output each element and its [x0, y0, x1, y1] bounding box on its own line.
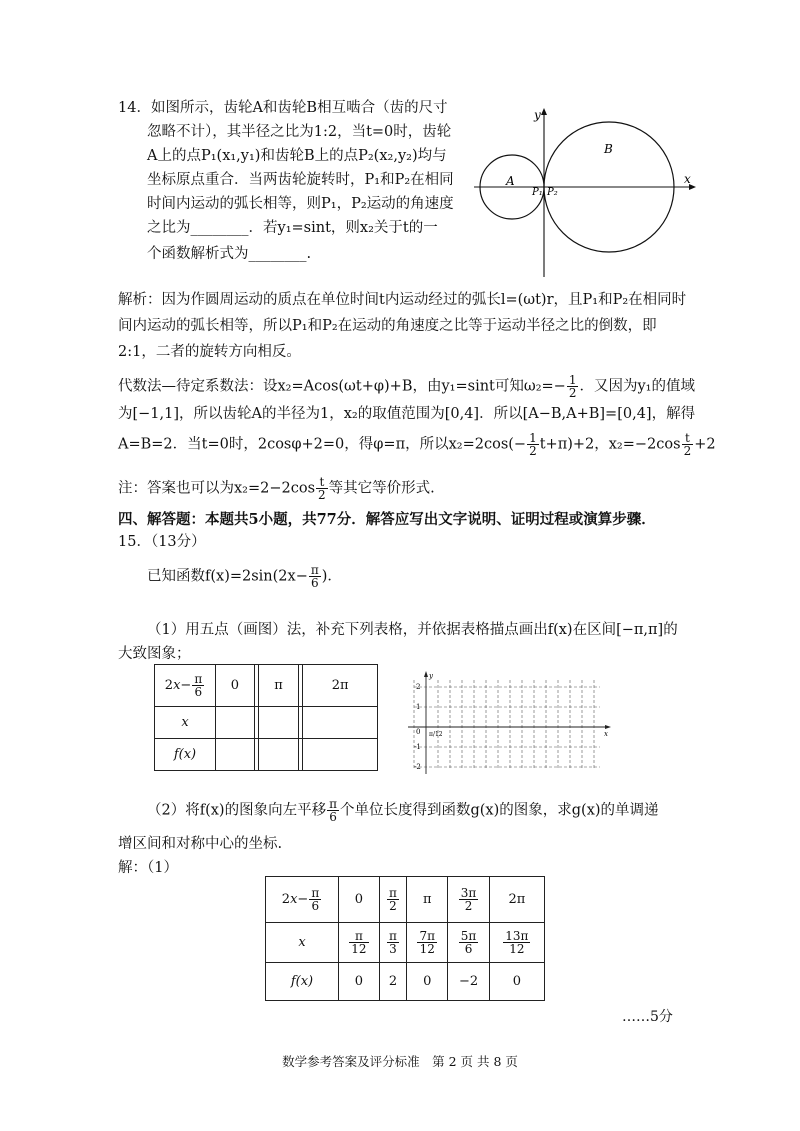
- method-line-1: [118, 374, 695, 399]
- method3-a: A=B=2．当t=0时，2cosφ+2=0，得φ=π，所以x₂=2cos(−: [118, 436, 527, 453]
- graph-tick-pi12: π/12: [429, 731, 443, 738]
- part2-line-2: 增区间和对称中心的坐标.: [118, 836, 283, 852]
- note-a: 注：答案也可以为x₂=2−2cos: [118, 480, 316, 497]
- answer-header-x: x: [266, 923, 339, 963]
- answer-cell: $\frac{3\pi}{2}$: [448, 877, 489, 923]
- graph-x-label: x: [604, 730, 608, 738]
- answer-cell: 0: [339, 877, 380, 923]
- analysis-line-3: 2:1，二者的旋转方向相反。: [118, 344, 301, 360]
- blank-cell: 0: [216, 665, 255, 707]
- answer-cell: 2: [379, 963, 406, 1001]
- blank-cell: π: [259, 665, 299, 707]
- answer-cell: −2: [448, 963, 489, 1001]
- page-footer: 数学参考答案及评分标准 第 2 页 共 8 页: [282, 1054, 518, 1069]
- method3-b: t+π)+2，x₂=−2cos: [539, 436, 681, 453]
- fraction-half-a: $\frac{1}{2}$: [529, 431, 537, 458]
- graph-tick-neg2: -2: [414, 763, 421, 771]
- note-b: 等其它等价形式.: [328, 480, 435, 497]
- blank-header-2x: 2x− $\frac{\pi}{6}$: [155, 665, 216, 707]
- method1-tail: ．又因为y₁的值域: [579, 378, 695, 395]
- fig-x-label: x: [684, 172, 691, 186]
- part2-a: （2）将f(x)的图象向左平移: [147, 802, 327, 819]
- answer-cell: $\frac{\pi}{3}$: [379, 923, 406, 963]
- graph-grid-lines: [414, 680, 600, 770]
- method1-text: 代数法—待定系数法：设x₂=Acos(ωt+φ)+B，由y₁=sint可知ω₂=−: [118, 378, 566, 395]
- q14-line-2: 忽略不计），其半径之比为1:2，当t=0时，齿轮: [147, 124, 452, 140]
- blank-header-x: x: [155, 707, 216, 739]
- note-line: [118, 476, 435, 501]
- analysis-line-2: 间内运动的弧长相等，所以P₁和P₂在运动的角速度之比等于运动半径之比的倒数，即: [118, 318, 657, 334]
- answer-header-fx: f(x): [266, 963, 339, 1001]
- fig-y-label: y: [534, 108, 541, 122]
- blank-table: [154, 664, 378, 771]
- blank-header-fx: f(x): [155, 739, 216, 771]
- analysis-line-1: 解析：因为作圆周运动的质点在单位时间t内运动经过的弧长l=(ωt)r，且P₁和P₂在相同时: [118, 292, 687, 308]
- q14-line-3: A上的点P₁(x₁,y₁)和齿轮B上的点P₂(x₂,y₂)均与: [147, 148, 447, 164]
- fraction-pi-6-d: $\frac{\pi}{6}$: [311, 886, 320, 913]
- section-4-title: 四、解答题：本题共5小题，共77分．解答应写出文字说明、证明过程或演算步骤．: [118, 511, 656, 528]
- answer-cell: $\frac{5\pi}{6}$: [448, 923, 489, 963]
- p1-label: P₁: [532, 187, 543, 198]
- answer-cell: 0: [339, 963, 380, 1001]
- answer-cell: $\frac{13\pi}{12}$: [489, 923, 544, 963]
- q14-line-1: 14．如图所示，齿轮A和齿轮B相互啮合（齿的尺寸: [118, 100, 448, 116]
- method3-c: +2: [694, 436, 716, 453]
- fraction-t-half: $\frac{t}{2}$: [683, 431, 692, 458]
- solution-label: 解：（1）: [118, 860, 178, 876]
- q15-title: 15．（13分）: [118, 534, 206, 550]
- fraction-pi-6: $\frac{\pi}{6}$: [310, 563, 319, 590]
- gear-b-label: B: [604, 142, 613, 156]
- gear-a-label: A: [506, 174, 515, 188]
- answer-cell: 0: [407, 963, 448, 1001]
- answer-cell: $\frac{\pi}{2}$: [379, 877, 406, 923]
- graph-tick-1: 1: [416, 703, 421, 711]
- given-function: [147, 564, 342, 589]
- fraction-pi-6-c: $\frac{\pi}{6}$: [329, 797, 337, 824]
- answer-cell: $\frac{\pi}{12}$: [339, 923, 380, 963]
- q14-line-6: 之比为________．若y₁=sint，则x₂关于t的一: [147, 220, 438, 236]
- graph-tick-2: 2: [416, 683, 421, 691]
- given-b: )．: [321, 568, 342, 585]
- grid-graph: [404, 670, 614, 778]
- score-mark: ……5分: [622, 1009, 673, 1025]
- q14-line-7: 个函数解析式为________.: [147, 246, 312, 262]
- answer-cell: π: [407, 877, 448, 923]
- method-line-3: [118, 432, 716, 457]
- blank-cell: 2π: [303, 665, 378, 707]
- gear-figure: [470, 105, 700, 280]
- q14-line-5: 时间内运动的弧长相等，则P₁，P₂运动的角速度: [147, 196, 454, 212]
- p2-label: P₂: [547, 187, 558, 198]
- answer-table: [265, 876, 545, 1001]
- method-line-2: 为[−1,1]，所以齿轮A的半径为1，x₂的取值范围为[0,4]．所以[A−B,A+B]=[0,4]，解得: [118, 406, 696, 422]
- graph-tick-neg1: -1: [414, 743, 421, 751]
- answer-cell: 2π: [489, 877, 544, 923]
- part2-line-1: [147, 798, 659, 823]
- part2-b: 个单位长度得到函数g(x)的图象，求g(x)的单调递: [339, 802, 659, 819]
- graph-tick-0: 0: [416, 728, 421, 736]
- part1-line-1: （1）用五点（画图）法，补充下列表格，并依据表格描点画出f(x)在区间[−π,π]的: [147, 622, 678, 638]
- answer-cell: 0: [489, 963, 544, 1001]
- given-a: 已知函数f(x)=2sin(2x−: [147, 568, 308, 585]
- graph-y-label: y: [429, 672, 433, 680]
- part1-line-2: 大致图象；: [118, 646, 191, 662]
- fraction-note: $\frac{t}{2}$: [318, 475, 326, 502]
- answer-header-2x: 2x− $\frac{\pi}{6}$: [266, 877, 339, 923]
- answer-cell: $\frac{7\pi}{12}$: [407, 923, 448, 963]
- fraction-one-half: $\frac{1}{2}$: [568, 373, 577, 400]
- fraction-pi-6-b: $\frac{\pi}{6}$: [194, 672, 203, 699]
- q14-line-4: 坐标原点重合．当两齿轮旋转时，P₁和P₂在相同: [147, 172, 454, 188]
